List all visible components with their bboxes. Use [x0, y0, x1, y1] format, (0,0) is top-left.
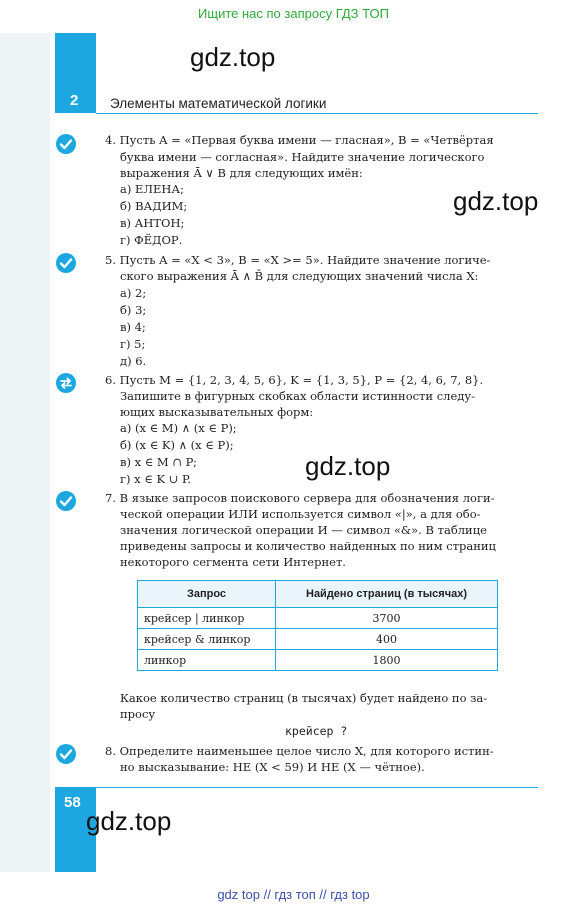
- task-7-question: Какое количество страниц (в тысячах) будет найдено по за-: [120, 691, 488, 705]
- swap-arrows-icon: [56, 373, 76, 393]
- pages-cell: 1800: [276, 650, 498, 671]
- chapter-number: 2: [70, 92, 79, 109]
- task-5-option: б) 3;: [120, 303, 147, 317]
- query-cell: крейсер & линкор: [138, 629, 276, 650]
- task-5-option: д) 6.: [120, 354, 147, 368]
- header-rule: [96, 113, 538, 114]
- footer-links[interactable]: gdz top // гдз топ // гдз top: [217, 887, 370, 902]
- task-6-option: б) (x ∈ K) ∧ (x ∈ P);: [120, 438, 234, 452]
- table-row: [138, 629, 498, 650]
- task-6-option: г) x ∈ K ∪ P.: [120, 472, 192, 486]
- task-6-text: Запишите в фигурных скобках области истинности следу-: [120, 389, 476, 403]
- chapter-title: Элементы математической логики: [110, 96, 327, 111]
- table-row: [138, 650, 498, 671]
- watermark: gdz.top: [86, 806, 172, 836]
- task-7-question: просу: [120, 707, 156, 721]
- footer-rule: [96, 787, 538, 788]
- task-5-text: 5. Пусть A = «X < 3», B = «X >= 5». Найдите значение логиче-: [105, 253, 491, 267]
- task-8-text: но высказывание: НЕ (X < 59) И НЕ (X — чётное).: [120, 760, 425, 774]
- left-margin-band: [0, 33, 50, 872]
- table-header-row: [138, 581, 498, 608]
- task-5-option: г) 5;: [120, 337, 146, 351]
- task-5-text: ского выражения Ā ∧ B̄ для следующих значений числа X:: [120, 269, 479, 283]
- table-row: [138, 608, 498, 629]
- task-4-option: г) ФЁДОР.: [120, 233, 183, 247]
- task-7-text: значения логической операции И — символ «&». В таблице: [120, 523, 487, 537]
- task-6-text: 6. Пусть M = {1, 2, 3, 4, 5, 6}, K = {1, 3, 5}, P = {2, 4, 6, 7, 8}.: [105, 373, 484, 387]
- checkmark-icon: [56, 491, 76, 511]
- watermark: gdz.top: [453, 186, 539, 216]
- task-7-query: крейсер ?: [285, 724, 348, 738]
- watermark: gdz.top: [190, 42, 276, 72]
- task-4-option: в) АНТОН;: [120, 216, 185, 230]
- task-5-option: в) 4;: [120, 320, 146, 334]
- task-7-text: некоторого сегмента сети Интернет.: [120, 555, 346, 569]
- task-5-option: а) 2;: [120, 286, 147, 300]
- task-8-text: 8. Определите наименьшее целое число X, для которого истин-: [105, 744, 494, 758]
- column-header: Найдено страниц (в тысячах): [276, 581, 498, 608]
- checkmark-icon: [56, 744, 76, 764]
- pages-cell: 3700: [276, 608, 498, 629]
- checkmark-icon: [56, 134, 76, 154]
- watermark: gdz.top: [305, 451, 391, 481]
- task-4-text: выражения Ā ∨ B для следующих имён:: [120, 166, 363, 180]
- task-4-option: а) ЕЛЕНА;: [120, 182, 184, 196]
- task-4-text: 4. Пусть A = «Первая буква имени — гласная», B = «Четвёртая: [105, 133, 494, 147]
- task-7-text: ческой операции ИЛИ используется символ «|», а для обо-: [120, 507, 481, 521]
- column-header: Запрос: [138, 581, 276, 608]
- task-6-option: а) (x ∈ M) ∧ (x ∈ P);: [120, 421, 237, 435]
- pages-cell: 400: [276, 629, 498, 650]
- task-4-option: б) ВАДИМ;: [120, 199, 188, 213]
- search-banner[interactable]: Ищите нас по запросу ГДЗ ТОП: [198, 6, 389, 21]
- task-4-text: буква имени — согласная». Найдите значение логического: [120, 150, 485, 164]
- query-cell: крейсер | линкор: [138, 608, 276, 629]
- checkmark-icon: [56, 253, 76, 273]
- page-number: 58: [64, 794, 81, 811]
- task-7-text: приведены запросы и количество найденных по ним страниц: [120, 539, 496, 553]
- task-6-text: ющих высказывательных форм:: [120, 405, 314, 419]
- query-results-table: [137, 580, 498, 671]
- task-6-option: в) x ∈ M ∩ P;: [120, 455, 197, 469]
- task-7-text: 7. В языке запросов поискового сервера для обозначения логи-: [105, 491, 495, 505]
- query-cell: линкор: [138, 650, 276, 671]
